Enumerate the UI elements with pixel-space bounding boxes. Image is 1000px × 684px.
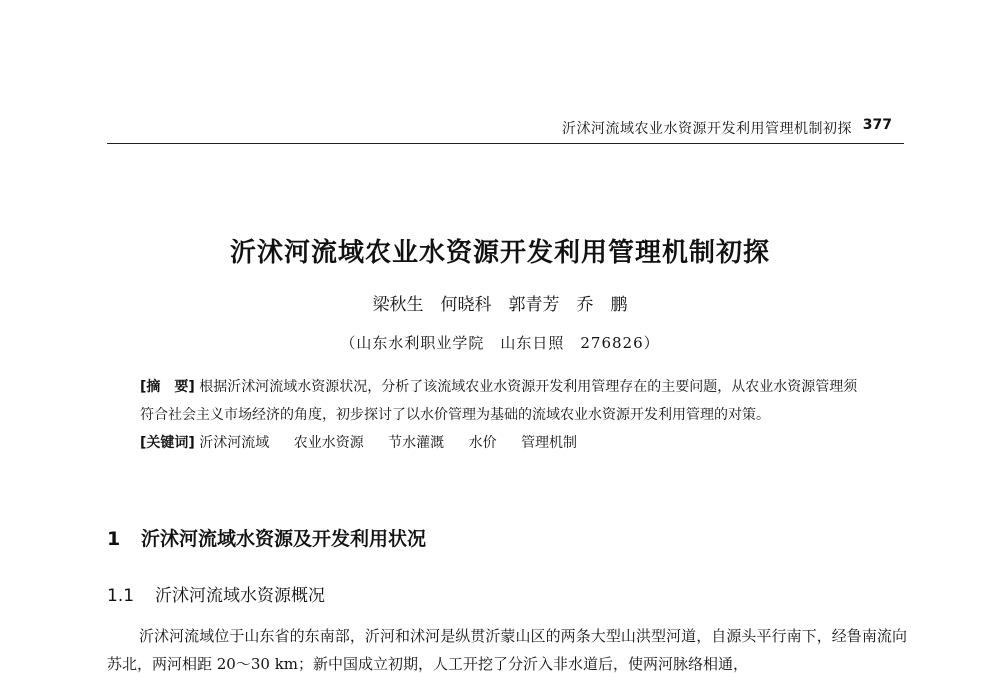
keywords-label: [关键词] bbox=[140, 435, 195, 451]
keyword: 水价 bbox=[468, 435, 497, 451]
subsection-title: 沂沭河流域水资源概况 bbox=[155, 586, 325, 606]
keyword: 沂沭河流域 bbox=[199, 435, 270, 451]
subsection-number: 1.1 bbox=[107, 586, 135, 606]
header-rule bbox=[107, 143, 904, 144]
paper-affiliation: （山东水利职业学院 山东日照 276826） bbox=[340, 334, 660, 352]
keywords-line bbox=[140, 429, 870, 457]
section-title: 沂沭河流域水资源及开发利用状况 bbox=[141, 528, 427, 550]
paper-title: 沂沭河流域农业水资源开发利用管理机制初探 bbox=[229, 238, 770, 268]
section-heading-1 bbox=[107, 524, 426, 551]
page-number: 377 bbox=[862, 117, 892, 133]
abstract-label: [摘 要] bbox=[140, 379, 195, 395]
section-number: 1 bbox=[107, 528, 121, 550]
keyword: 节水灌溉 bbox=[388, 435, 445, 451]
subsection-heading-1-1 bbox=[107, 581, 325, 606]
keyword: 管理机制 bbox=[521, 435, 578, 451]
body-paragraph: 沂沭河流域位于山东省的东南部，沂河和沭河是纵贯沂蒙山区的两条大型山洪型河道，自源头平行南下，经鲁南流向苏北，两河相距 20～30 km；新中国成立初期，人工开挖了分沂入非水道后，使两河脉络相通， bbox=[107, 627, 907, 673]
keyword: 农业水资源 bbox=[293, 435, 364, 451]
paper-authors: 梁秋生 何晓科 郭青芳 乔 鹏 bbox=[372, 295, 628, 315]
abstract-text: 根据沂沭河流域水资源状况，分析了该流域农业水资源开发利用管理存在的主要问题，从农业水资源管理须符合社会主义市场经济的角度，初步探讨了以水价管理为基础的流域农业水资源开发利用管理的对策。 bbox=[140, 379, 858, 423]
running-head: 沂沭河流域农业水资源开发利用管理机制初探 bbox=[562, 121, 852, 137]
abstract-block bbox=[140, 373, 870, 457]
